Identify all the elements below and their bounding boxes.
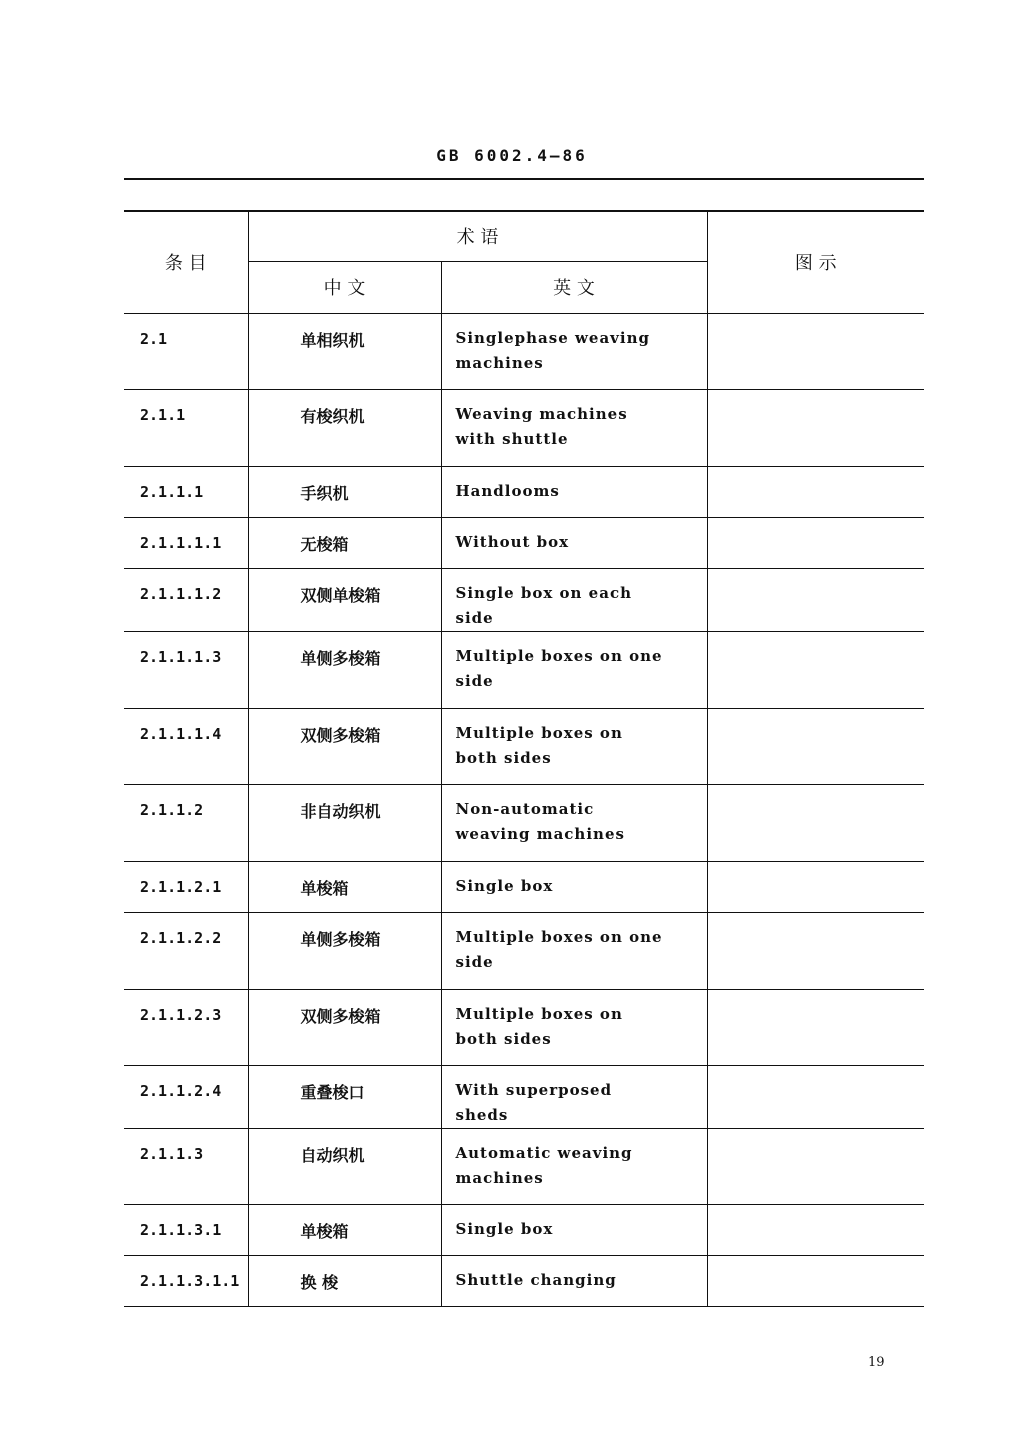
item-number: 2.1 (124, 313, 248, 389)
term-chinese: 有梭织机 (248, 389, 441, 466)
table-row (124, 568, 924, 631)
item-number: 2.1.1.3.1 (124, 1204, 248, 1255)
term-english: Multiple boxes on one side (441, 912, 707, 989)
item-number: 2.1.1.2.4 (124, 1065, 248, 1128)
header-item: 条 目 (124, 211, 248, 313)
page-number: 19 (868, 1355, 885, 1370)
illustration-cell (707, 389, 924, 466)
term-english: Handlooms (441, 466, 707, 517)
document-code-header: GB 6002.4—86 (436, 146, 588, 165)
term-english: Shuttle changing (441, 1255, 707, 1306)
item-number: 2.1.1.2 (124, 784, 248, 861)
item-number: 2.1.1.2.3 (124, 989, 248, 1065)
term-chinese: 单侧多梭箱 (248, 631, 441, 708)
term-english: Single box on each side (441, 568, 707, 631)
term-english: Multiple boxes on both sides (441, 989, 707, 1065)
term-english: Multiple boxes on one side (441, 631, 707, 708)
item-number: 2.1.1.1.2 (124, 568, 248, 631)
term-chinese: 重叠梭口 (248, 1065, 441, 1128)
term-chinese: 换 梭 (248, 1255, 441, 1306)
table-row (124, 1204, 924, 1255)
term-chinese: 单相织机 (248, 313, 441, 389)
term-chinese: 无梭箱 (248, 517, 441, 568)
term-english: Weaving machines with shuttle (441, 389, 707, 466)
illustration-cell (707, 912, 924, 989)
item-number: 2.1.1.1.4 (124, 708, 248, 784)
term-english: Without box (441, 517, 707, 568)
term-chinese: 双侧单梭箱 (248, 568, 441, 631)
item-number: 2.1.1.1.3 (124, 631, 248, 708)
table-row (124, 517, 924, 568)
illustration-cell (707, 568, 924, 631)
illustration-cell (707, 861, 924, 912)
table-row (124, 989, 924, 1065)
item-number: 2.1.1.1 (124, 466, 248, 517)
item-number: 2.1.1.1.1 (124, 517, 248, 568)
table-row (124, 1255, 924, 1306)
illustration-cell (707, 1065, 924, 1128)
illustration-cell (707, 989, 924, 1065)
illustration-cell (707, 708, 924, 784)
header-rule (124, 178, 924, 180)
term-english: Non-automatic weaving machines (441, 784, 707, 861)
illustration-cell (707, 631, 924, 708)
table-row (124, 861, 924, 912)
table-row (124, 631, 924, 708)
table-row (124, 466, 924, 517)
header-illustration: 图 示 (707, 211, 924, 313)
item-number: 2.1.1.3 (124, 1128, 248, 1204)
table-row (124, 389, 924, 466)
term-chinese: 双侧多梭箱 (248, 989, 441, 1065)
illustration-cell (707, 1255, 924, 1306)
table-row (124, 1128, 924, 1204)
term-english: Single box (441, 861, 707, 912)
table-row (124, 912, 924, 989)
term-chinese: 非自动织机 (248, 784, 441, 861)
item-number: 2.1.1.2.1 (124, 861, 248, 912)
term-english: Multiple boxes on both sides (441, 708, 707, 784)
illustration-cell (707, 1128, 924, 1204)
item-number: 2.1.1.3.1.1 (124, 1255, 248, 1306)
term-chinese: 手织机 (248, 466, 441, 517)
header-term: 术 语 (248, 211, 707, 261)
term-chinese: 双侧多梭箱 (248, 708, 441, 784)
illustration-cell (707, 784, 924, 861)
table-row (124, 1065, 924, 1128)
term-chinese: 单梭箱 (248, 1204, 441, 1255)
illustration-cell (707, 466, 924, 517)
item-number: 2.1.1 (124, 389, 248, 466)
illustration-cell (707, 1204, 924, 1255)
table-row (124, 784, 924, 861)
term-english: Automatic weaving machines (441, 1128, 707, 1204)
term-english: With superposed sheds (441, 1065, 707, 1128)
term-chinese: 单梭箱 (248, 861, 441, 912)
table-row (124, 313, 924, 389)
table-row (124, 708, 924, 784)
item-number: 2.1.1.2.2 (124, 912, 248, 989)
term-chinese: 单侧多梭箱 (248, 912, 441, 989)
terms-table (124, 210, 924, 1307)
term-english: Singlephase weaving machines (441, 313, 707, 389)
term-english: Single box (441, 1204, 707, 1255)
term-chinese: 自动织机 (248, 1128, 441, 1204)
header-chinese: 中 文 (248, 261, 441, 313)
header-english: 英 文 (441, 261, 707, 313)
illustration-cell (707, 313, 924, 389)
illustration-cell (707, 517, 924, 568)
